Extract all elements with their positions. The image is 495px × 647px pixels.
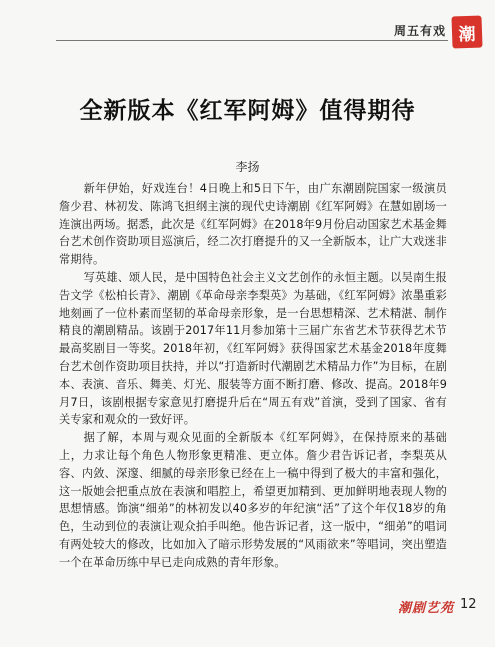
header-divider xyxy=(56,40,448,41)
column-seal-logo: 潮 xyxy=(451,15,482,48)
magazine-logo: 潮剧艺苑 xyxy=(398,601,455,616)
article-author: 李扬 xyxy=(235,160,260,174)
article-body xyxy=(59,180,447,572)
paragraph: 新年伊始，好戏连台！4日晚上和5日下午，由广东潮剧院国家一级演员詹少君、林初发、陈鸿飞担纲主演的现代史诗潮剧《红军阿姆》在慧如剧场一连演出两场。据悉，此次是《红军阿姆》在2018年9月份启动国家艺术基金舞台艺术创作资助项目巡演后，经二次打磨提升的又一全新版本，让广大戏迷非常期待。 xyxy=(59,182,447,267)
paragraph: 写英雄、颂人民，是中国特色社会主义文艺创作的永恒主题。以吴南生报告文学《松柏长青》、潮剧《革命母亲李梨英》为基础，《红军阿姆》浓墨重彩地刻画了一位朴素而坚韧的革命母亲形象，是一台思想精深、艺术精湛、制作精良的潮剧精品。该剧于2017年11月参加第十三届广东省艺术节获得艺术节最高奖剧目一等奖。2018年初，《红军阿姆》获得国家艺术基金2018年度舞台艺术创作资助项目扶持，并以“打造新时代潮剧艺术精品力作”为目标，在剧本、表演、音乐、舞美、灯光、服装等方面不断打磨、修改、提高。2018年9月7日，该剧根据专家意见打磨提升后在“周五有戏”首演，受到了国家、省有关专家和观众的一致好评。 xyxy=(59,270,447,427)
section-label: 周五有戏 xyxy=(394,24,447,38)
page-number: 12 xyxy=(460,597,477,612)
paragraph: 据了解，本周与观众见面的全新版本《红军阿姆》，在保持原来的基础上，力求让每个角色人物形象更精准、更立体。詹少君告诉记者，李梨英从容、内敛、深邃、细腻的母亲形象已经在上一稿中得到了极大的丰富和强化，这一版她会把重点放在表演和唱腔上，希望更加精到、更加鲜明地表现人物的思想情感。饰演“细弟”的林初发以40多岁的年纪演“活”了这个年仅18岁的角色，生动到位的表演让观众拍手叫绝。他告诉记者，这一版中，“细弟”的唱词有两处较大的修改，比如加入了暗示形势发展的“风雨欲来”等唱词，突出塑造一个在革命历练中早已走向成熟的青年形象。 xyxy=(59,431,447,569)
article-title: 全新版本《红军阿姆》值得期待 xyxy=(79,98,416,124)
